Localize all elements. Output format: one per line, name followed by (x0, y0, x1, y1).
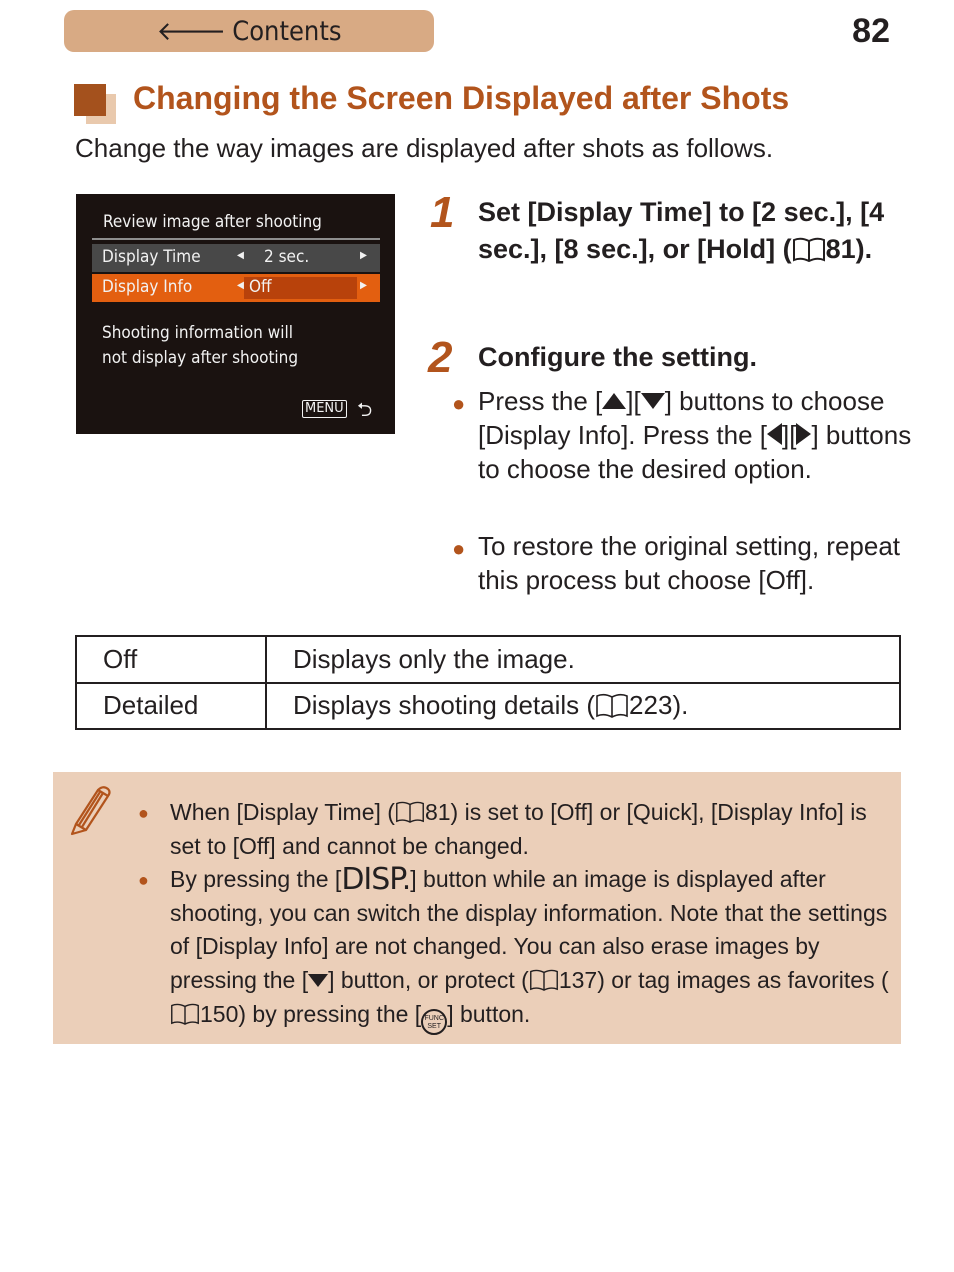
camera-row-value: Off (249, 277, 272, 297)
left-button-icon (767, 423, 782, 445)
bullet-icon: ● (452, 391, 466, 416)
note-item-2: By pressing the [DISP.] button while an image is displayed after shooting, you can switch the display information. Note that the settings of [Display Info] are not changed. You can also erase images by pressing the [ ] button, or protect ( 137) or tag images as favorites (150) by pressing the [ FUNC SET ] button. (170, 863, 890, 1035)
right-arrow-icon: ▶ (360, 280, 367, 291)
camera-row-label: Display Time (102, 247, 201, 267)
section-title: Changing the Screen Displayed after Shots (133, 80, 790, 116)
step-2-bullet-1: Press the [ ][ ] buttons to choose [Display Info]. Press the [ ][ ] buttons to choose the desired option. (478, 386, 912, 484)
book-icon (395, 800, 425, 823)
page-ref[interactable]: 150 (200, 1000, 239, 1027)
table-cell-option: Off (76, 636, 266, 683)
note-item-1: When [Display Time] ( 81) is set to [Off] or [Quick], [Display Info] is set to [Off] and cannot be changed. (170, 799, 867, 859)
book-icon (595, 692, 629, 718)
pencil-icon (68, 784, 114, 836)
table-cell-description: Displays only the image. (266, 636, 900, 683)
table-cell-description: Displays shooting details ( 223). (266, 683, 900, 730)
camera-row-label: Display Info (102, 277, 193, 297)
contents-button[interactable] (64, 10, 434, 52)
page-number: 82 (852, 12, 890, 50)
down-button-icon (641, 393, 665, 409)
section-intro: Change the way images are displayed after shots as follows. (75, 133, 774, 163)
page-ref[interactable]: 223 (629, 690, 673, 721)
camera-row-display-info (92, 274, 380, 302)
down-button-icon (308, 974, 328, 987)
arrow-left-icon: 🡐 (156, 16, 227, 47)
bullet-icon: ● (138, 870, 149, 890)
up-button-icon (602, 393, 626, 409)
return-icon: ⮌ (357, 399, 373, 421)
camera-divider (92, 238, 380, 240)
table-cell-option: Detailed (76, 683, 266, 730)
section-square-icon (74, 84, 118, 126)
camera-row-display-time (92, 244, 380, 272)
book-icon (170, 1002, 200, 1025)
disp-button-icon: DISP. (341, 862, 411, 897)
table-row (76, 636, 900, 683)
camera-screen-header: Review image after shooting (103, 212, 322, 232)
right-arrow-icon: ▶ (360, 250, 367, 261)
book-icon (529, 968, 559, 991)
menu-button-icon: MENU (302, 400, 347, 418)
left-arrow-icon: ◀ (237, 250, 244, 261)
book-icon (792, 236, 826, 262)
page-ref[interactable]: 81 (424, 799, 451, 825)
left-arrow-icon: ◀ (237, 280, 244, 291)
step-2-bullet-2: To restore the original setting, repeat this process but choose [Off]. (478, 531, 901, 595)
page-ref[interactable]: 81 (825, 234, 856, 264)
contents-label: Contents (232, 15, 342, 47)
page-ref[interactable]: 137 (558, 967, 598, 994)
camera-row-value: 2 sec. (264, 247, 310, 267)
step-2-text: Configure the setting. (478, 342, 757, 372)
step-number-1: 1 (430, 188, 455, 237)
camera-screen-image (76, 194, 395, 434)
bullet-icon: ● (138, 803, 149, 823)
table-row (76, 683, 900, 730)
options-table (75, 635, 901, 730)
bullet-icon: ● (452, 536, 466, 561)
right-button-icon (796, 423, 811, 445)
camera-description: Shooting information will not display after shooting (102, 323, 299, 368)
step-1-text: Set [Display Time] to [2 sec.], [4 sec.], [8 sec.], or [Hold] ( 81). (478, 197, 885, 264)
func-set-button-icon: FUNC SET (421, 1009, 447, 1035)
step-number-2: 2 (428, 333, 453, 382)
